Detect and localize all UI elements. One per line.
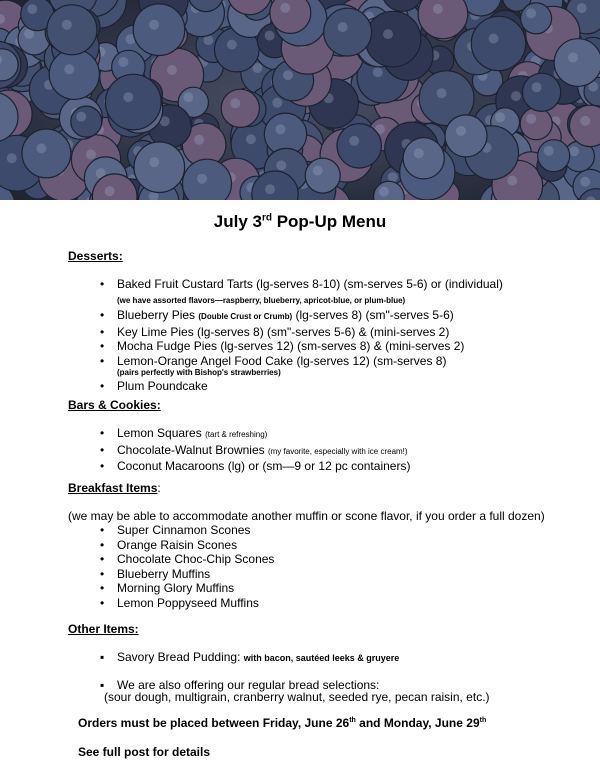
list-item: • Super Cinnamon Scones — [100, 523, 274, 538]
list-item: • Blueberry Muffins — [100, 567, 274, 582]
list-item: • Morning Glory Muffins — [100, 581, 274, 596]
page-title: July 3rd Pop-Up Menu — [213, 212, 387, 231]
list-item: • Plum Poundcake — [100, 379, 503, 394]
list-item: • Lemon Squares (tart & refreshing) — [100, 426, 410, 443]
bread-selections: (sour dough, multigrain, cranberry walnut, seeded rye, pecan raisin, etc.) — [104, 690, 490, 704]
order-deadline: Orders must be placed between Friday, June 26th and Monday, June 29th — [78, 716, 487, 730]
list-item: • Lemon Poppyseed Muffins — [100, 596, 274, 611]
list-item: • Coconut Macaroons (lg) or (sm—9 or 12 pc containers) — [100, 459, 410, 474]
list-item: • Chocolate-Walnut Brownies (my favorite, especially with ice cream!) — [100, 443, 410, 460]
blueberries-image — [0, 0, 600, 200]
bars-heading: Bars & Cookies: — [68, 398, 161, 412]
list-item: • Chocolate Choc-Chip Scones — [100, 552, 274, 567]
desserts-list — [100, 277, 503, 393]
breakfast-heading: Breakfast Items: — [68, 481, 161, 495]
list-item: ▪ Savory Bread Pudding: with bacon, sautéed leeks & gruyere — [100, 650, 399, 666]
other-heading: Other Items: — [68, 622, 139, 636]
list-item: • Mocha Fudge Pies (lg-serves 12) (sm-serves 8) & (mini-serves 2) — [100, 339, 503, 354]
list-item: ▪ We are also offering our regular bread selections: — [100, 678, 399, 693]
breakfast-list — [100, 523, 274, 610]
list-item: • Baked Fruit Custard Tarts (lg-serves 8-10) (sm-serves 5-6) or (individual) (we have assorted flavors—raspberry, blueberry, apricot-blue, or plum-blue) — [100, 277, 503, 308]
list-item: • Lemon-Orange Angel Food Cake (lg-serves 12) (sm-serves 8) $^{(pairs perfectly with Bishop's strawberries)}$ — [100, 354, 503, 385]
desserts-heading: Desserts: — [68, 249, 123, 263]
list-item: • Key Lime Pies (lg-serves 8) (sm"-serves 5-6) & (mini-serves 2) — [100, 325, 503, 340]
footer-note: See full post for details — [78, 745, 211, 759]
list-item: • Orange Raisin Scones — [100, 538, 274, 553]
bars-list — [100, 426, 410, 474]
list-item: • Blueberry Pies (Double Crust or Crumb) (lg-serves 8) (sm"-serves 5-6) — [100, 308, 503, 325]
blueberries-photo — [0, 0, 600, 200]
breakfast-intro: (we may be able to accommodate another muffin or scone flavor, if you order a full dozen) — [68, 509, 545, 523]
other-list — [100, 650, 399, 692]
